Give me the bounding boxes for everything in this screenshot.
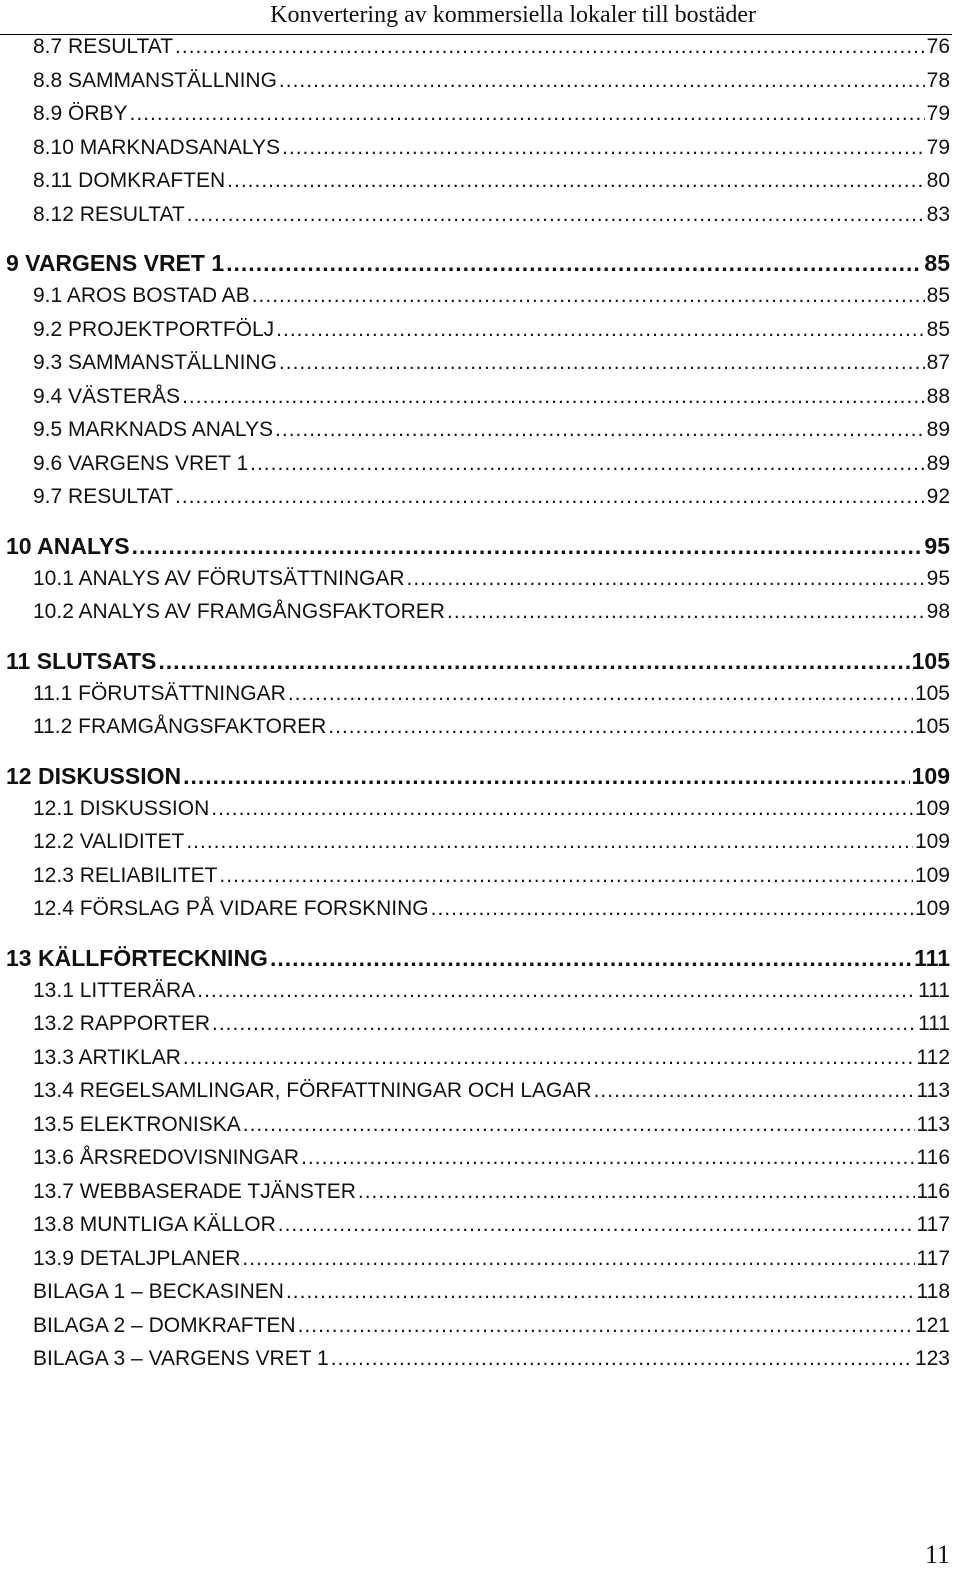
toc-section-entry[interactable] (0, 1280, 950, 1304)
dot-leader (431, 897, 913, 921)
toc-section-entry[interactable] (0, 682, 950, 706)
dot-leader (358, 1180, 915, 1204)
toc-entry-page: 85 (926, 284, 950, 307)
toc-entry-label: 9.4 VÄSTERÅS (33, 384, 181, 408)
toc-chapter-entry[interactable] (0, 763, 950, 790)
dot-leader (227, 169, 924, 193)
toc-entry-page: 95 (924, 532, 950, 559)
toc-section-entry[interactable] (0, 136, 950, 160)
toc-section-entry[interactable] (0, 35, 950, 59)
dot-leader (279, 351, 925, 375)
toc-entry-page: 80 (926, 169, 950, 192)
dot-leader (250, 452, 925, 476)
dot-leader (186, 830, 913, 854)
toc-section-entry[interactable] (0, 169, 950, 193)
toc-section-entry[interactable] (0, 284, 950, 308)
toc-entry-page: 117 (916, 1246, 950, 1270)
dot-leader (175, 35, 925, 59)
toc-entry-page: 105 (911, 647, 950, 674)
document-title: Konvertering av kommersiella lokaler till bostäder (270, 2, 756, 28)
toc-section-entry[interactable] (0, 1012, 950, 1036)
toc-entry-page: 118 (916, 1280, 950, 1303)
toc-chapter-entry[interactable] (0, 648, 950, 675)
dot-leader (132, 533, 923, 560)
dot-leader (226, 250, 922, 277)
dot-leader (286, 1280, 915, 1304)
toc-section-entry[interactable] (0, 1046, 950, 1070)
toc-entry-label: 8.9 ÖRBY (33, 102, 128, 125)
toc-section-entry[interactable] (0, 1213, 950, 1237)
toc-entry-label: 10 ANALYS (6, 532, 130, 559)
toc-entry-page: 109 (914, 897, 950, 920)
toc-entry-label: 12.3 RELIABILITET (33, 863, 218, 887)
toc-entry-label: 9.3 SAMMANSTÄLLNING (33, 351, 277, 374)
toc-entry-label: BILAGA 1 – BECKASINEN (33, 1280, 284, 1303)
toc-section-entry[interactable] (0, 797, 950, 821)
running-header (0, 0, 952, 35)
toc-entry-label: 11.1 FÖRUTSÄTTNINGAR (33, 681, 286, 705)
toc-entry-page: 111 (918, 1012, 950, 1035)
dot-leader (282, 136, 925, 160)
toc-entry-label: 9.2 PROJEKTPORTFÖLJ (33, 317, 275, 341)
dot-leader (407, 567, 925, 591)
toc-section-entry[interactable] (0, 979, 950, 1003)
toc-entry-page: 113 (916, 1079, 950, 1102)
toc-section-entry[interactable] (0, 452, 950, 476)
toc-entry-label: 13.3 ARTIKLAR (33, 1045, 181, 1069)
toc-entry-page: 92 (926, 485, 950, 508)
toc-section-entry[interactable] (0, 485, 950, 509)
dot-leader (175, 485, 925, 509)
toc-entry-page: 109 (914, 863, 950, 887)
toc-entry-page: 87 (926, 351, 950, 374)
toc-entry-page: 111 (914, 944, 950, 971)
toc-section-entry[interactable] (0, 830, 950, 854)
dot-leader (298, 1314, 913, 1338)
toc-entry-label: 8.10 MARKNADSANALYS (33, 135, 281, 159)
toc-entry-label: 8.7 RESULTAT (33, 35, 174, 58)
toc-entry-label: 8.8 SAMMANSTÄLLNING (33, 68, 277, 92)
toc-entry-label: 13 KÄLLFÖRTECKNING (6, 944, 268, 971)
dot-leader (187, 203, 925, 227)
dot-leader (301, 1146, 914, 1170)
toc-entry-label: 13.8 MUNTLIGA KÄLLOR (33, 1213, 276, 1236)
dot-leader (212, 1012, 916, 1036)
toc-entry-label: 13.5 ELEKTRONISKA (33, 1112, 241, 1136)
toc-section-entry[interactable] (0, 1113, 950, 1137)
dot-leader (197, 979, 916, 1003)
dot-leader (328, 715, 913, 739)
dot-leader (158, 648, 909, 675)
toc-entry-page: 105 (914, 681, 950, 705)
toc-section-entry[interactable] (0, 418, 950, 442)
toc-entry-label: 10.2 ANALYS AV FRAMGÅNGSFAKTORER (33, 600, 445, 623)
toc-chapter-entry[interactable] (0, 945, 950, 972)
dot-leader (288, 682, 913, 706)
toc-section-entry[interactable] (0, 1146, 950, 1170)
toc-entry-label: 13.6 ÅRSREDOVISNINGAR (33, 1146, 300, 1169)
toc-entry-page: 111 (918, 978, 950, 1002)
dot-leader (279, 69, 925, 93)
toc-entry-page: 105 (914, 715, 950, 738)
toc-entry-page: 116 (916, 1179, 950, 1203)
toc-entry-label: 13.9 DETALJPLANER (33, 1246, 241, 1270)
toc-entry-page: 79 (926, 102, 950, 125)
dot-leader (278, 1213, 915, 1237)
toc-section-entry[interactable] (0, 102, 950, 126)
dot-leader (211, 797, 913, 821)
toc-entry-page: 113 (916, 1112, 950, 1136)
toc-entry-label: BILAGA 3 – VARGENS VRET 1 (33, 1347, 329, 1370)
toc-entry-page: 83 (926, 202, 950, 226)
toc-entry-label: 12.2 VALIDITET (33, 830, 185, 853)
toc-entry-label: BILAGA 2 – DOMKRAFTEN (33, 1313, 296, 1337)
toc-entry-label: 13.7 WEBBASERADE TJÄNSTER (33, 1179, 356, 1203)
dot-leader (252, 284, 925, 308)
dot-leader (243, 1113, 915, 1137)
toc-entry-label: 8.12 RESULTAT (33, 202, 185, 226)
toc-entry-page: 109 (914, 830, 950, 853)
toc-entry-page: 98 (926, 600, 950, 623)
dot-leader (183, 763, 910, 790)
toc-entry-label: 11.2 FRAMGÅNGSFAKTORER (33, 715, 327, 738)
page-number: 11 (924, 1540, 950, 1569)
toc-section-entry[interactable] (0, 864, 950, 888)
toc-section-entry[interactable] (0, 351, 950, 375)
dot-leader (182, 385, 925, 409)
toc-entry-page: 109 (914, 796, 950, 820)
toc-entry-label: 10.1 ANALYS AV FÖRUTSÄTTNINGAR (33, 566, 405, 590)
toc-section-entry[interactable] (0, 1180, 950, 1204)
toc-section-entry[interactable] (0, 715, 950, 739)
toc-entry-label: 9.7 RESULTAT (33, 485, 174, 508)
toc-entry-page: 88 (926, 384, 950, 408)
dot-leader (130, 102, 925, 126)
toc-section-entry[interactable] (0, 69, 950, 93)
toc-entry-page: 117 (916, 1213, 950, 1236)
toc-entry-page: 89 (926, 451, 950, 475)
dot-leader (331, 1347, 913, 1371)
toc-section-entry[interactable] (0, 385, 950, 409)
dot-leader (447, 600, 925, 624)
toc-section-entry[interactable] (0, 1079, 950, 1103)
dot-leader (276, 318, 924, 342)
toc-entry-page: 76 (926, 35, 950, 58)
toc-section-entry[interactable] (0, 1247, 950, 1271)
toc-entry-page: 89 (926, 418, 950, 441)
toc-entry-page: 123 (914, 1347, 950, 1370)
toc-section-entry[interactable] (0, 318, 950, 342)
toc-entry-page: 112 (916, 1045, 950, 1069)
toc-entry-label: 8.11 DOMKRAFTEN (33, 169, 226, 192)
toc-entry-label: 11 SLUTSATS (6, 647, 157, 674)
toc-section-entry[interactable] (0, 567, 950, 591)
dot-leader (242, 1247, 914, 1271)
toc-entry-label: 13.4 REGELSAMLINGAR, FÖRFATTNINGAR OCH LAGAR (33, 1079, 592, 1102)
toc-entry-label: 12.1 DISKUSSION (33, 796, 210, 820)
toc-entry-label: 9.6 VARGENS VRET 1 (33, 451, 249, 475)
toc-section-entry[interactable] (0, 600, 950, 624)
toc-section-entry[interactable] (0, 897, 950, 921)
dot-leader (594, 1079, 915, 1103)
dot-leader (219, 864, 913, 888)
toc-entry-page: 109 (911, 762, 950, 789)
toc-entry-page: 95 (926, 566, 950, 590)
toc-entry-label: 13.2 RAPPORTER (33, 1012, 211, 1035)
toc-entry-label: 9.1 AROS BOSTAD AB (33, 284, 250, 307)
toc-chapter-entry[interactable] (0, 250, 950, 277)
toc-section-entry[interactable] (0, 1314, 950, 1338)
dot-leader (183, 1046, 915, 1070)
toc-section-entry[interactable] (0, 203, 950, 227)
toc-entry-page: 79 (926, 135, 950, 159)
toc-entry-label: 12.4 FÖRSLAG PÅ VIDARE FORSKNING (33, 897, 429, 920)
toc-entry-label: 9.5 MARKNADS ANALYS (33, 418, 274, 441)
toc-entry-page: 116 (916, 1146, 950, 1169)
toc-section-entry[interactable] (0, 1347, 950, 1371)
toc-entry-page: 121 (914, 1313, 950, 1337)
toc-entry-page: 78 (926, 68, 950, 92)
toc-entry-label: 9 VARGENS VRET 1 (6, 250, 225, 276)
toc-entry-label: 12 DISKUSSION (6, 762, 182, 789)
dot-leader (275, 418, 925, 442)
toc-entry-page: 85 (926, 317, 950, 341)
toc-entry-label: 13.1 LITTERÄRA (33, 978, 196, 1002)
toc-chapter-entry[interactable] (0, 533, 950, 560)
toc-entry-page: 85 (924, 250, 950, 276)
dot-leader (270, 945, 912, 972)
